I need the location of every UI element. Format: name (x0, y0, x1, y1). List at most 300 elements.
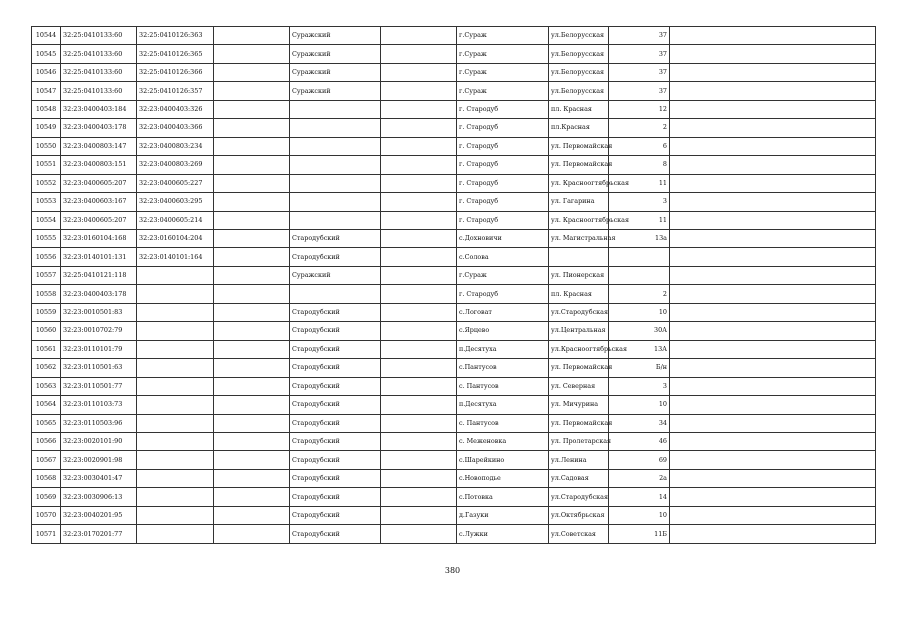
object-cadastral-number-cell: 32:23:0400603:295 (137, 193, 214, 211)
empty-cell (214, 506, 290, 524)
object-cadastral-number-cell (137, 525, 214, 544)
table-row (32, 359, 876, 377)
house-number-cell: 3 (609, 193, 670, 211)
locality-cell: с.Ярцево (457, 322, 549, 340)
object-cadastral-number-cell (137, 432, 214, 450)
empty-cell (381, 432, 457, 450)
empty-cell (381, 488, 457, 506)
empty-cell (670, 396, 876, 414)
street-cell: ул. Пролетарская (549, 432, 609, 450)
street-cell: ул. Красноогтябрьская (549, 211, 609, 229)
land-cadastral-number-cell: 32:23:0160104:168 (61, 229, 137, 247)
house-number-cell (609, 266, 670, 284)
empty-cell (381, 377, 457, 395)
empty-cell (214, 211, 290, 229)
house-number-cell: 12 (609, 100, 670, 118)
land-cadastral-number-cell: 32:23:0400403:178 (61, 285, 137, 303)
district-cell: Стародубский (290, 359, 381, 377)
empty-cell (381, 266, 457, 284)
table-row (32, 285, 876, 303)
street-cell: ул. Первомайская (549, 156, 609, 174)
empty-cell (381, 156, 457, 174)
empty-cell (670, 211, 876, 229)
empty-cell (214, 63, 290, 81)
house-number-cell: 8 (609, 156, 670, 174)
table-row (32, 525, 876, 544)
row-number-cell: 10559 (32, 303, 61, 321)
empty-cell (670, 340, 876, 358)
object-cadastral-number-cell: 32:25:0410126:365 (137, 45, 214, 63)
empty-cell (214, 100, 290, 118)
district-cell (290, 156, 381, 174)
empty-cell (214, 193, 290, 211)
register-table (31, 26, 876, 544)
empty-cell (214, 303, 290, 321)
land-cadastral-number-cell: 32:23:0110101:79 (61, 340, 137, 358)
object-cadastral-number-cell (137, 322, 214, 340)
empty-cell (670, 27, 876, 45)
empty-cell (214, 488, 290, 506)
street-cell: ул. Красноогтябрьская (549, 174, 609, 192)
empty-cell (670, 303, 876, 321)
object-cadastral-number-cell (137, 488, 214, 506)
street-cell: пл.Красная (549, 119, 609, 137)
land-cadastral-number-cell: 32:23:0170201:77 (61, 525, 137, 544)
locality-cell: с.Новоподье (457, 469, 549, 487)
empty-cell (381, 469, 457, 487)
land-cadastral-number-cell: 32:23:0020101:90 (61, 432, 137, 450)
empty-cell (381, 506, 457, 524)
street-cell: ул.Белорусская (549, 82, 609, 100)
locality-cell: с. Пантусов (457, 377, 549, 395)
house-number-cell: 2 (609, 285, 670, 303)
row-number-cell: 10553 (32, 193, 61, 211)
table-row (32, 211, 876, 229)
row-number-cell: 10565 (32, 414, 61, 432)
empty-cell (214, 82, 290, 100)
empty-cell (670, 156, 876, 174)
district-cell: Стародубский (290, 488, 381, 506)
object-cadastral-number-cell (137, 266, 214, 284)
land-cadastral-number-cell: 32:23:0400803:151 (61, 156, 137, 174)
empty-cell (670, 414, 876, 432)
table-row (32, 414, 876, 432)
district-cell: Стародубский (290, 525, 381, 544)
table-row (32, 248, 876, 266)
empty-cell (670, 82, 876, 100)
empty-cell (381, 63, 457, 81)
house-number-cell: 37 (609, 82, 670, 100)
locality-cell: п.Десятуха (457, 340, 549, 358)
empty-cell (381, 229, 457, 247)
street-cell: ул. Мичурина (549, 396, 609, 414)
street-cell: пл. Красная (549, 285, 609, 303)
row-number-cell: 10567 (32, 451, 61, 469)
object-cadastral-number-cell (137, 340, 214, 358)
street-cell: ул.Стародубская (549, 488, 609, 506)
empty-cell (381, 285, 457, 303)
land-cadastral-number-cell: 32:23:0140101:131 (61, 248, 137, 266)
object-cadastral-number-cell (137, 396, 214, 414)
empty-cell (670, 63, 876, 81)
row-number-cell: 10569 (32, 488, 61, 506)
locality-cell: г. Стародуб (457, 119, 549, 137)
empty-cell (214, 396, 290, 414)
object-cadastral-number-cell: 32:25:0410126:357 (137, 82, 214, 100)
district-cell: Суражский (290, 266, 381, 284)
row-number-cell: 10570 (32, 506, 61, 524)
locality-cell: г. Стародуб (457, 285, 549, 303)
street-cell: ул. Пионерская (549, 266, 609, 284)
locality-cell: с. Пантусов (457, 414, 549, 432)
land-cadastral-number-cell: 32:23:0030906:13 (61, 488, 137, 506)
object-cadastral-number-cell: 32:23:0140101:164 (137, 248, 214, 266)
house-number-cell: 2а (609, 469, 670, 487)
row-number-cell: 10547 (32, 82, 61, 100)
empty-cell (214, 340, 290, 358)
empty-cell (670, 45, 876, 63)
district-cell (290, 193, 381, 211)
house-number-cell: 69 (609, 451, 670, 469)
district-cell: Стародубский (290, 303, 381, 321)
table-row (32, 100, 876, 118)
locality-cell: г.Сураж (457, 45, 549, 63)
land-cadastral-number-cell: 32:23:0400605:207 (61, 211, 137, 229)
page-number: 380 (444, 566, 461, 575)
house-number-cell: 2 (609, 119, 670, 137)
empty-cell (214, 432, 290, 450)
empty-cell (670, 119, 876, 137)
row-number-cell: 10561 (32, 340, 61, 358)
row-number-cell: 10556 (32, 248, 61, 266)
empty-cell (670, 506, 876, 524)
street-cell: ул. Гагарина (549, 193, 609, 211)
table-row (32, 137, 876, 155)
house-number-cell: 10 (609, 506, 670, 524)
locality-cell: с. Меженовка (457, 432, 549, 450)
land-cadastral-number-cell: 32:23:0400803:147 (61, 137, 137, 155)
street-cell: ул. Магистральная (549, 229, 609, 247)
row-number-cell: 10563 (32, 377, 61, 395)
house-number-cell: 10 (609, 303, 670, 321)
land-cadastral-number-cell: 32:23:0030401:47 (61, 469, 137, 487)
table-row (32, 377, 876, 395)
object-cadastral-number-cell (137, 506, 214, 524)
street-cell: ул. Первомайская (549, 414, 609, 432)
locality-cell: с.Логоват (457, 303, 549, 321)
empty-cell (214, 45, 290, 63)
land-cadastral-number-cell: 32:23:0400603:167 (61, 193, 137, 211)
empty-cell (381, 82, 457, 100)
house-number-cell: 37 (609, 27, 670, 45)
table-row (32, 119, 876, 137)
object-cadastral-number-cell: 32:23:0400803:269 (137, 156, 214, 174)
empty-cell (214, 285, 290, 303)
house-number-cell: 13а (609, 229, 670, 247)
empty-cell (670, 451, 876, 469)
house-number-cell: Б/н (609, 359, 670, 377)
empty-cell (670, 100, 876, 118)
district-cell: Стародубский (290, 248, 381, 266)
object-cadastral-number-cell (137, 469, 214, 487)
empty-cell (381, 396, 457, 414)
row-number-cell: 10557 (32, 266, 61, 284)
row-number-cell: 10571 (32, 525, 61, 544)
empty-cell (214, 377, 290, 395)
row-number-cell: 10562 (32, 359, 61, 377)
row-number-cell: 10546 (32, 63, 61, 81)
empty-cell (381, 119, 457, 137)
empty-cell (670, 359, 876, 377)
row-number-cell: 10544 (32, 27, 61, 45)
empty-cell (214, 469, 290, 487)
street-cell: ул. Первомайская (549, 359, 609, 377)
street-cell: ул.Белорусская (549, 63, 609, 81)
house-number-cell: 10 (609, 396, 670, 414)
house-number-cell: 11 (609, 174, 670, 192)
street-cell: ул.Белорусская (549, 45, 609, 63)
district-cell: Суражский (290, 45, 381, 63)
locality-cell: с.Дохновичи (457, 229, 549, 247)
empty-cell (381, 211, 457, 229)
land-cadastral-number-cell: 32:25:0410121:118 (61, 266, 137, 284)
district-cell (290, 285, 381, 303)
empty-cell (214, 322, 290, 340)
empty-cell (670, 377, 876, 395)
table-row (32, 303, 876, 321)
locality-cell: с.Солова (457, 248, 549, 266)
district-cell: Стародубский (290, 229, 381, 247)
locality-cell: с.Шарейкино (457, 451, 549, 469)
locality-cell: г. Стародуб (457, 211, 549, 229)
empty-cell (670, 432, 876, 450)
table-row (32, 82, 876, 100)
object-cadastral-number-cell (137, 285, 214, 303)
empty-cell (381, 414, 457, 432)
empty-cell (381, 193, 457, 211)
table-row (32, 322, 876, 340)
street-cell: ул.Центральная (549, 322, 609, 340)
district-cell (290, 137, 381, 155)
row-number-cell: 10551 (32, 156, 61, 174)
locality-cell: с.Потовка (457, 488, 549, 506)
locality-cell: г. Стародуб (457, 174, 549, 192)
district-cell: Стародубский (290, 377, 381, 395)
house-number-cell: 30А (609, 322, 670, 340)
district-cell: Стародубский (290, 469, 381, 487)
empty-cell (381, 248, 457, 266)
district-cell: Стародубский (290, 506, 381, 524)
empty-cell (214, 156, 290, 174)
empty-cell (214, 174, 290, 192)
district-cell (290, 174, 381, 192)
table-row (32, 488, 876, 506)
row-number-cell: 10558 (32, 285, 61, 303)
row-number-cell: 10560 (32, 322, 61, 340)
row-number-cell: 10552 (32, 174, 61, 192)
row-number-cell: 10549 (32, 119, 61, 137)
table-row (32, 193, 876, 211)
land-cadastral-number-cell: 32:23:0110503:96 (61, 414, 137, 432)
house-number-cell: 11Б (609, 525, 670, 544)
object-cadastral-number-cell: 32:23:0160104:204 (137, 229, 214, 247)
row-number-cell: 10545 (32, 45, 61, 63)
empty-cell (214, 414, 290, 432)
locality-cell: г.Сураж (457, 27, 549, 45)
land-cadastral-number-cell: 32:23:0400403:178 (61, 119, 137, 137)
locality-cell: п.Десятуха (457, 396, 549, 414)
empty-cell (670, 285, 876, 303)
empty-cell (214, 525, 290, 544)
row-number-cell: 10550 (32, 137, 61, 155)
locality-cell: г. Стародуб (457, 137, 549, 155)
street-cell: ул.Советская (549, 525, 609, 544)
table-row (32, 432, 876, 450)
land-cadastral-number-cell: 32:23:0400605:207 (61, 174, 137, 192)
table-row (32, 27, 876, 45)
land-cadastral-number-cell: 32:25:0410133:60 (61, 45, 137, 63)
land-cadastral-number-cell: 32:25:0410133:60 (61, 27, 137, 45)
object-cadastral-number-cell: 32:23:0400803:234 (137, 137, 214, 155)
house-number-cell: 13А (609, 340, 670, 358)
district-cell: Суражский (290, 82, 381, 100)
empty-cell (214, 119, 290, 137)
empty-cell (214, 359, 290, 377)
land-cadastral-number-cell: 32:25:0410133:60 (61, 63, 137, 81)
street-cell: ул.Белорусская (549, 27, 609, 45)
table-row (32, 451, 876, 469)
row-number-cell: 10568 (32, 469, 61, 487)
house-number-cell: 37 (609, 63, 670, 81)
empty-cell (381, 137, 457, 155)
object-cadastral-number-cell (137, 359, 214, 377)
table-row (32, 469, 876, 487)
empty-cell (381, 45, 457, 63)
house-number-cell: 46 (609, 432, 670, 450)
house-number-cell: 6 (609, 137, 670, 155)
locality-cell: г. Стародуб (457, 193, 549, 211)
street-cell: ул. Северная (549, 377, 609, 395)
empty-cell (214, 451, 290, 469)
empty-cell (381, 100, 457, 118)
district-cell: Стародубский (290, 396, 381, 414)
empty-cell (670, 229, 876, 247)
locality-cell: г. Стародуб (457, 100, 549, 118)
empty-cell (381, 340, 457, 358)
land-cadastral-number-cell: 32:23:0400403:184 (61, 100, 137, 118)
object-cadastral-number-cell: 32:23:0400605:227 (137, 174, 214, 192)
street-cell: ул. Первомайская (549, 137, 609, 155)
house-number-cell: 34 (609, 414, 670, 432)
land-cadastral-number-cell: 32:23:0110103:73 (61, 396, 137, 414)
locality-cell: г.Сураж (457, 63, 549, 81)
house-number-cell: 14 (609, 488, 670, 506)
house-number-cell (609, 248, 670, 266)
row-number-cell: 10548 (32, 100, 61, 118)
land-cadastral-number-cell: 32:23:0010501:83 (61, 303, 137, 321)
empty-cell (670, 322, 876, 340)
row-number-cell: 10555 (32, 229, 61, 247)
street-cell: ул.Октябрьская (549, 506, 609, 524)
land-cadastral-number-cell: 32:25:0410133:60 (61, 82, 137, 100)
empty-cell (381, 451, 457, 469)
street-cell: ул.Ленина (549, 451, 609, 469)
empty-cell (381, 303, 457, 321)
district-cell: Стародубский (290, 451, 381, 469)
locality-cell: д.Газуки (457, 506, 549, 524)
empty-cell (214, 137, 290, 155)
district-cell (290, 119, 381, 137)
empty-cell (670, 525, 876, 544)
street-cell (549, 248, 609, 266)
empty-cell (381, 322, 457, 340)
empty-cell (214, 229, 290, 247)
empty-cell (670, 137, 876, 155)
table-row (32, 266, 876, 284)
locality-cell: с.Лужки (457, 525, 549, 544)
empty-cell (670, 266, 876, 284)
empty-cell (381, 174, 457, 192)
empty-cell (381, 525, 457, 544)
district-cell (290, 100, 381, 118)
table-row (32, 174, 876, 192)
empty-cell (381, 27, 457, 45)
table-row (32, 506, 876, 524)
empty-cell (670, 174, 876, 192)
table-row (32, 396, 876, 414)
land-cadastral-number-cell: 32:23:0040201:95 (61, 506, 137, 524)
table-row (32, 340, 876, 358)
district-cell (290, 211, 381, 229)
land-cadastral-number-cell: 32:23:0010702:79 (61, 322, 137, 340)
land-cadastral-number-cell: 32:23:0020901:98 (61, 451, 137, 469)
street-cell: пл. Красная (549, 100, 609, 118)
locality-cell: г.Сураж (457, 82, 549, 100)
district-cell: Стародубский (290, 322, 381, 340)
object-cadastral-number-cell (137, 414, 214, 432)
empty-cell (670, 488, 876, 506)
object-cadastral-number-cell: 32:23:0400403:366 (137, 119, 214, 137)
house-number-cell: 37 (609, 45, 670, 63)
district-cell: Стародубский (290, 340, 381, 358)
empty-cell (670, 248, 876, 266)
street-cell: ул.Красноогтябрьская (549, 340, 609, 358)
row-number-cell: 10566 (32, 432, 61, 450)
object-cadastral-number-cell (137, 377, 214, 395)
object-cadastral-number-cell: 32:23:0400403:326 (137, 100, 214, 118)
land-cadastral-number-cell: 32:23:0110501:63 (61, 359, 137, 377)
district-cell: Суражский (290, 27, 381, 45)
empty-cell (214, 266, 290, 284)
locality-cell: с.Пантусов (457, 359, 549, 377)
table-row (32, 63, 876, 81)
object-cadastral-number-cell: 32:25:0410126:366 (137, 63, 214, 81)
table-body (32, 27, 876, 544)
table-row (32, 45, 876, 63)
row-number-cell: 10554 (32, 211, 61, 229)
district-cell: Стародубский (290, 414, 381, 432)
empty-cell (670, 469, 876, 487)
row-number-cell: 10564 (32, 396, 61, 414)
object-cadastral-number-cell: 32:25:0410126:363 (137, 27, 214, 45)
land-cadastral-number-cell: 32:23:0110501:77 (61, 377, 137, 395)
object-cadastral-number-cell (137, 451, 214, 469)
district-cell: Суражский (290, 63, 381, 81)
district-cell: Стародубский (290, 432, 381, 450)
locality-cell: г.Сураж (457, 266, 549, 284)
empty-cell (214, 27, 290, 45)
house-number-cell: 3 (609, 377, 670, 395)
